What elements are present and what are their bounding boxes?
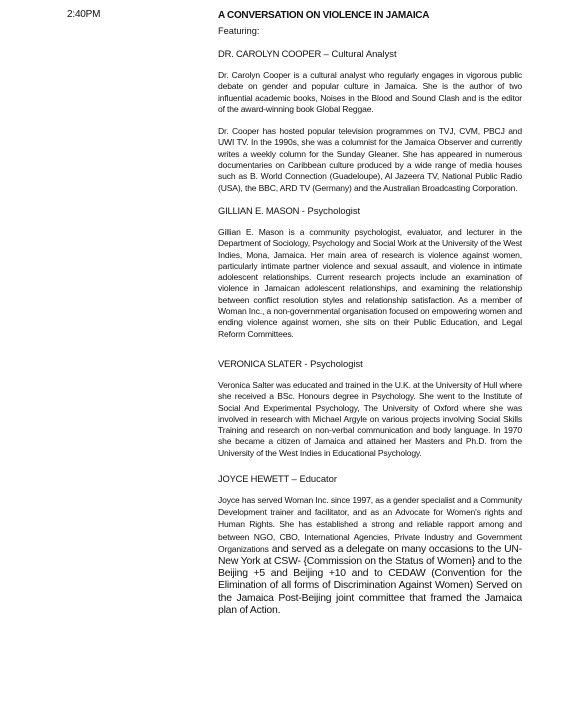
speaker-bio-paragraph: Dr. Carolyn Cooper is a cultural analyst who regularly engages in vigorous public debate on gender and popular culture in Jamaica. She is the author of two influential academic books, Noises in the Blood and Sound Clash and is the editor of the award-winning book Global Reggae. bbox=[218, 70, 522, 114]
speaker-bio-paragraph: Gillian E. Mason is a community psychologist, evaluator, and lecturer in the Department of Sociology, Psychology and Social Work at the University of the West Indies, Mona, Jamaica. Her main area of research is violence against women, particularly intimate partner violence and sexual assault, and violence in intimate adolescent relationships. Current research projects include an examination of violence in Jamaican adolescent relationships, and examining the relationship between conflict resolution styles and relationship satisfaction. As a member of Woman Inc., a non-governmental organisation focused on empowering women and ending violence against women, she sits on their Public Education, and Legal Reform Committees. bbox=[218, 226, 522, 339]
speaker-role: – Cultural Analyst bbox=[321, 48, 397, 59]
speaker-role: - Psychologist bbox=[301, 357, 363, 369]
speaker-bio-paragraph bbox=[218, 495, 522, 617]
speaker-name: DR. CAROLYN COOPER bbox=[218, 48, 322, 59]
speaker-heading bbox=[218, 205, 522, 217]
speaker-hewett bbox=[218, 473, 522, 617]
speaker-cooper bbox=[218, 48, 522, 194]
speaker-role: - Psychologist bbox=[299, 204, 361, 216]
speaker-role: – Educator bbox=[289, 473, 337, 485]
speaker-bio-continuation: and served as a delegate on many occasions to the UN-New York at CSW- {Commission on the Status of Women} and to the Beijing +5 and Beijing +10 and to CEDAW (Convention for the Elimination of all forms of Discrimination Against Women) Served on the Jamaica Post-Beijing joint committee that framed the Jamaica plan of Action. bbox=[218, 543, 522, 616]
speaker-heading bbox=[218, 473, 522, 485]
speaker-bio-text: Joyce has served Woman Inc. since 1997, as a gender specialist and a Community Development trainer and facilitator, and as an Advocate for Women's rights and Human Rights. She has established a strong and reliable rapport among and between NGO, CBO, International Agencies, Private Industry and Government Organizations bbox=[218, 495, 522, 554]
program-column bbox=[218, 9, 522, 627]
speaker-name: GILLIAN E. MASON bbox=[218, 204, 300, 216]
speaker-heading bbox=[218, 358, 522, 370]
speaker-bio-paragraph: Veronica Salter was educated and trained in the U.K. at the University of Hull where she received a BSc. Honours degree in Psychology. She went to the Institute of Social And Experimental Psychology, The University of Oxford where she was involved in research with Michael Argyle on various projects involving Social Skills Training and research on non-verbal communication and body language. In 1970 she became a citizen of Jamaica and attained her Masters and Ph.D. from the University of the West Indies in Educational Psychology. bbox=[218, 379, 522, 458]
speaker-name: JOYCE HEWETT bbox=[218, 473, 290, 485]
featuring-label: Featuring: bbox=[218, 26, 260, 36]
speaker-mason bbox=[218, 205, 522, 340]
speaker-name: VERONICA SLATER bbox=[218, 357, 302, 369]
speaker-bio-paragraph: Dr. Cooper has hosted popular television programmes on TVJ, CVM, PBCJ and UWI TV. In the 1990s, she was a columnist for the Jamaica Observer and currently writes a weekly column for the Sunday Gleaner. She has appeared in numerous documentaries on Caribbean culture produced by a wide range of media houses such as B. World Connection (Guadeloupe), Al Jazeera TV, National Public Radio (USA), the BBC, ARD TV (Germany) and the Australian Broadcasting Corporation. bbox=[218, 126, 522, 193]
speaker-slater bbox=[218, 358, 522, 459]
speaker-heading bbox=[218, 48, 522, 60]
session-title: A CONVERSATION ON VIOLENCE IN JAMAICA bbox=[218, 10, 430, 21]
session-time: 2:40PM bbox=[67, 9, 101, 20]
